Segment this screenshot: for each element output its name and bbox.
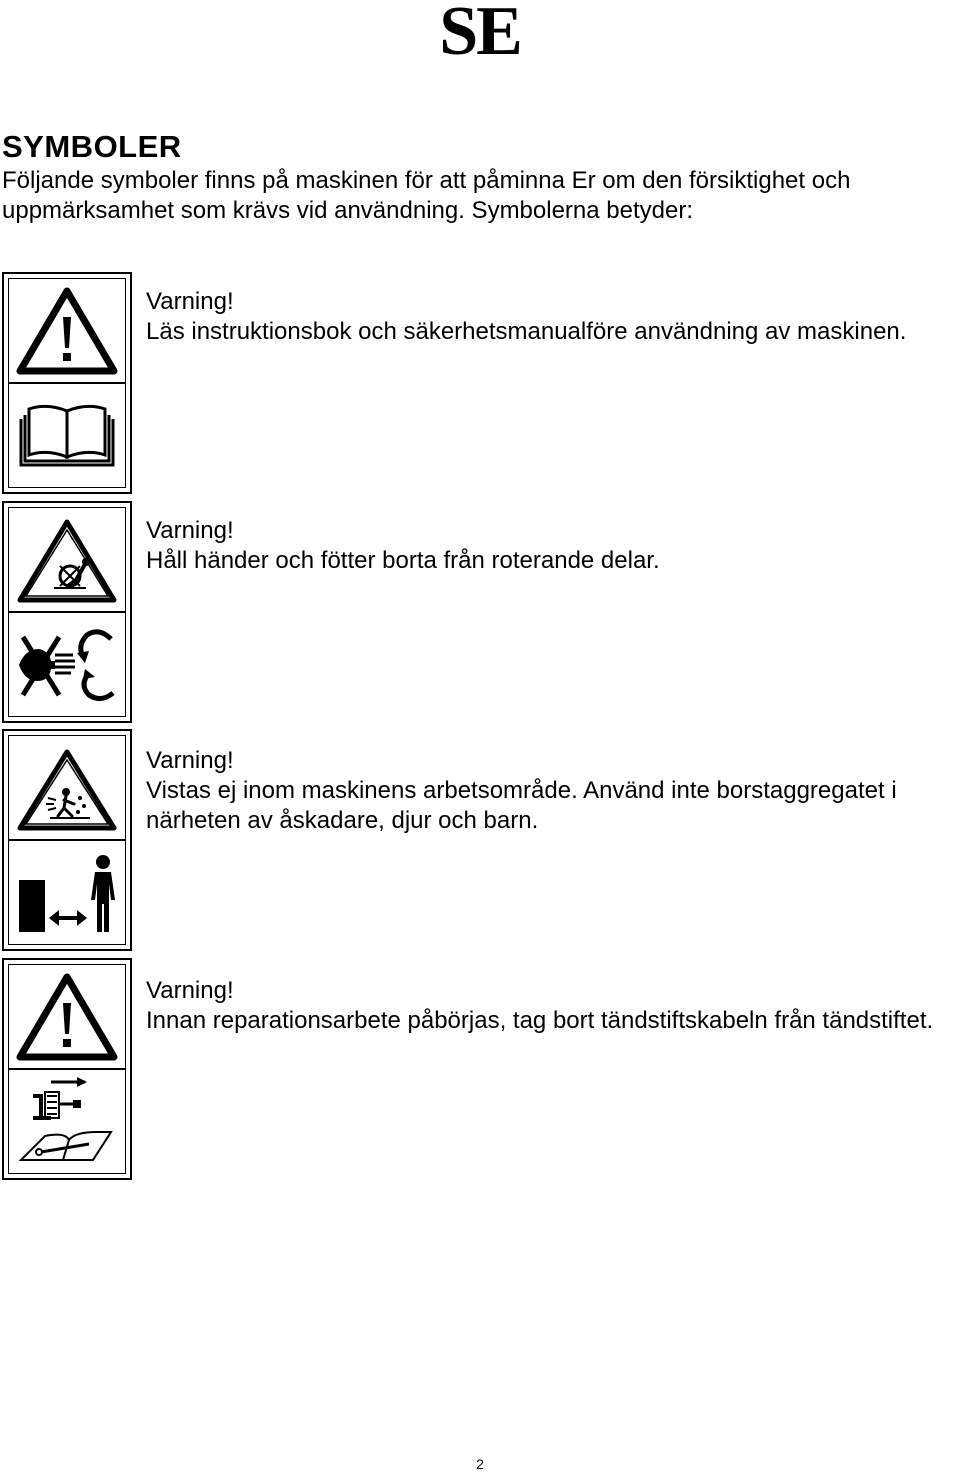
page-number: 2 xyxy=(476,1456,484,1472)
warning-heading: Varning! xyxy=(146,288,234,315)
symbol-box-spark-plug xyxy=(2,958,132,1180)
warning-heading: Varning! xyxy=(146,977,234,1004)
warning-description: Innan reparationsarbete påbörjas, tag bort tändstiftskabeln från tändstiftet. xyxy=(146,1007,934,1034)
warning-text-spark-plug xyxy=(146,976,956,1036)
warning-triangle-icon xyxy=(9,965,125,1068)
language-code: SE xyxy=(439,0,521,70)
keep-distance-icon xyxy=(9,839,125,944)
intro-paragraph: Följande symboler finns på maskinen för att påminna Er om den försiktighet och uppmärksamhet som krävs vid användning. Symbolerna betyder: xyxy=(2,167,851,224)
warning-heading: Varning! xyxy=(146,747,234,774)
warning-text-read-manual xyxy=(146,287,956,347)
warning-text-keep-distance xyxy=(146,746,956,836)
symbol-box-read-manual xyxy=(2,272,132,494)
warning-description: Läs instruktionsbok och säkerhetsmanualföre användning av maskinen. xyxy=(146,318,907,345)
symbol-box-rotating-parts xyxy=(2,501,132,723)
remove-spark-plug-icon xyxy=(9,1068,125,1173)
warning-text-rotating-parts xyxy=(146,516,956,576)
symbol-box-keep-distance xyxy=(2,729,132,951)
warning-triangle-icon xyxy=(9,279,125,382)
warning-description: Håll händer och fötter borta från roterande delar. xyxy=(146,547,660,574)
no-hands-rotating-blade-icon xyxy=(9,611,125,716)
warning-heading: Varning! xyxy=(146,517,234,544)
rotating-parts-warning-icon xyxy=(9,508,125,611)
instruction-book-icon xyxy=(9,382,125,487)
warning-description: Vistas ej inom maskinens arbetsområde. Använd inte borstaggregatet i närheten av åskadare, djur och barn. xyxy=(146,777,897,834)
thrown-objects-warning-icon xyxy=(9,736,125,839)
section-title: SYMBOLER xyxy=(2,129,182,164)
